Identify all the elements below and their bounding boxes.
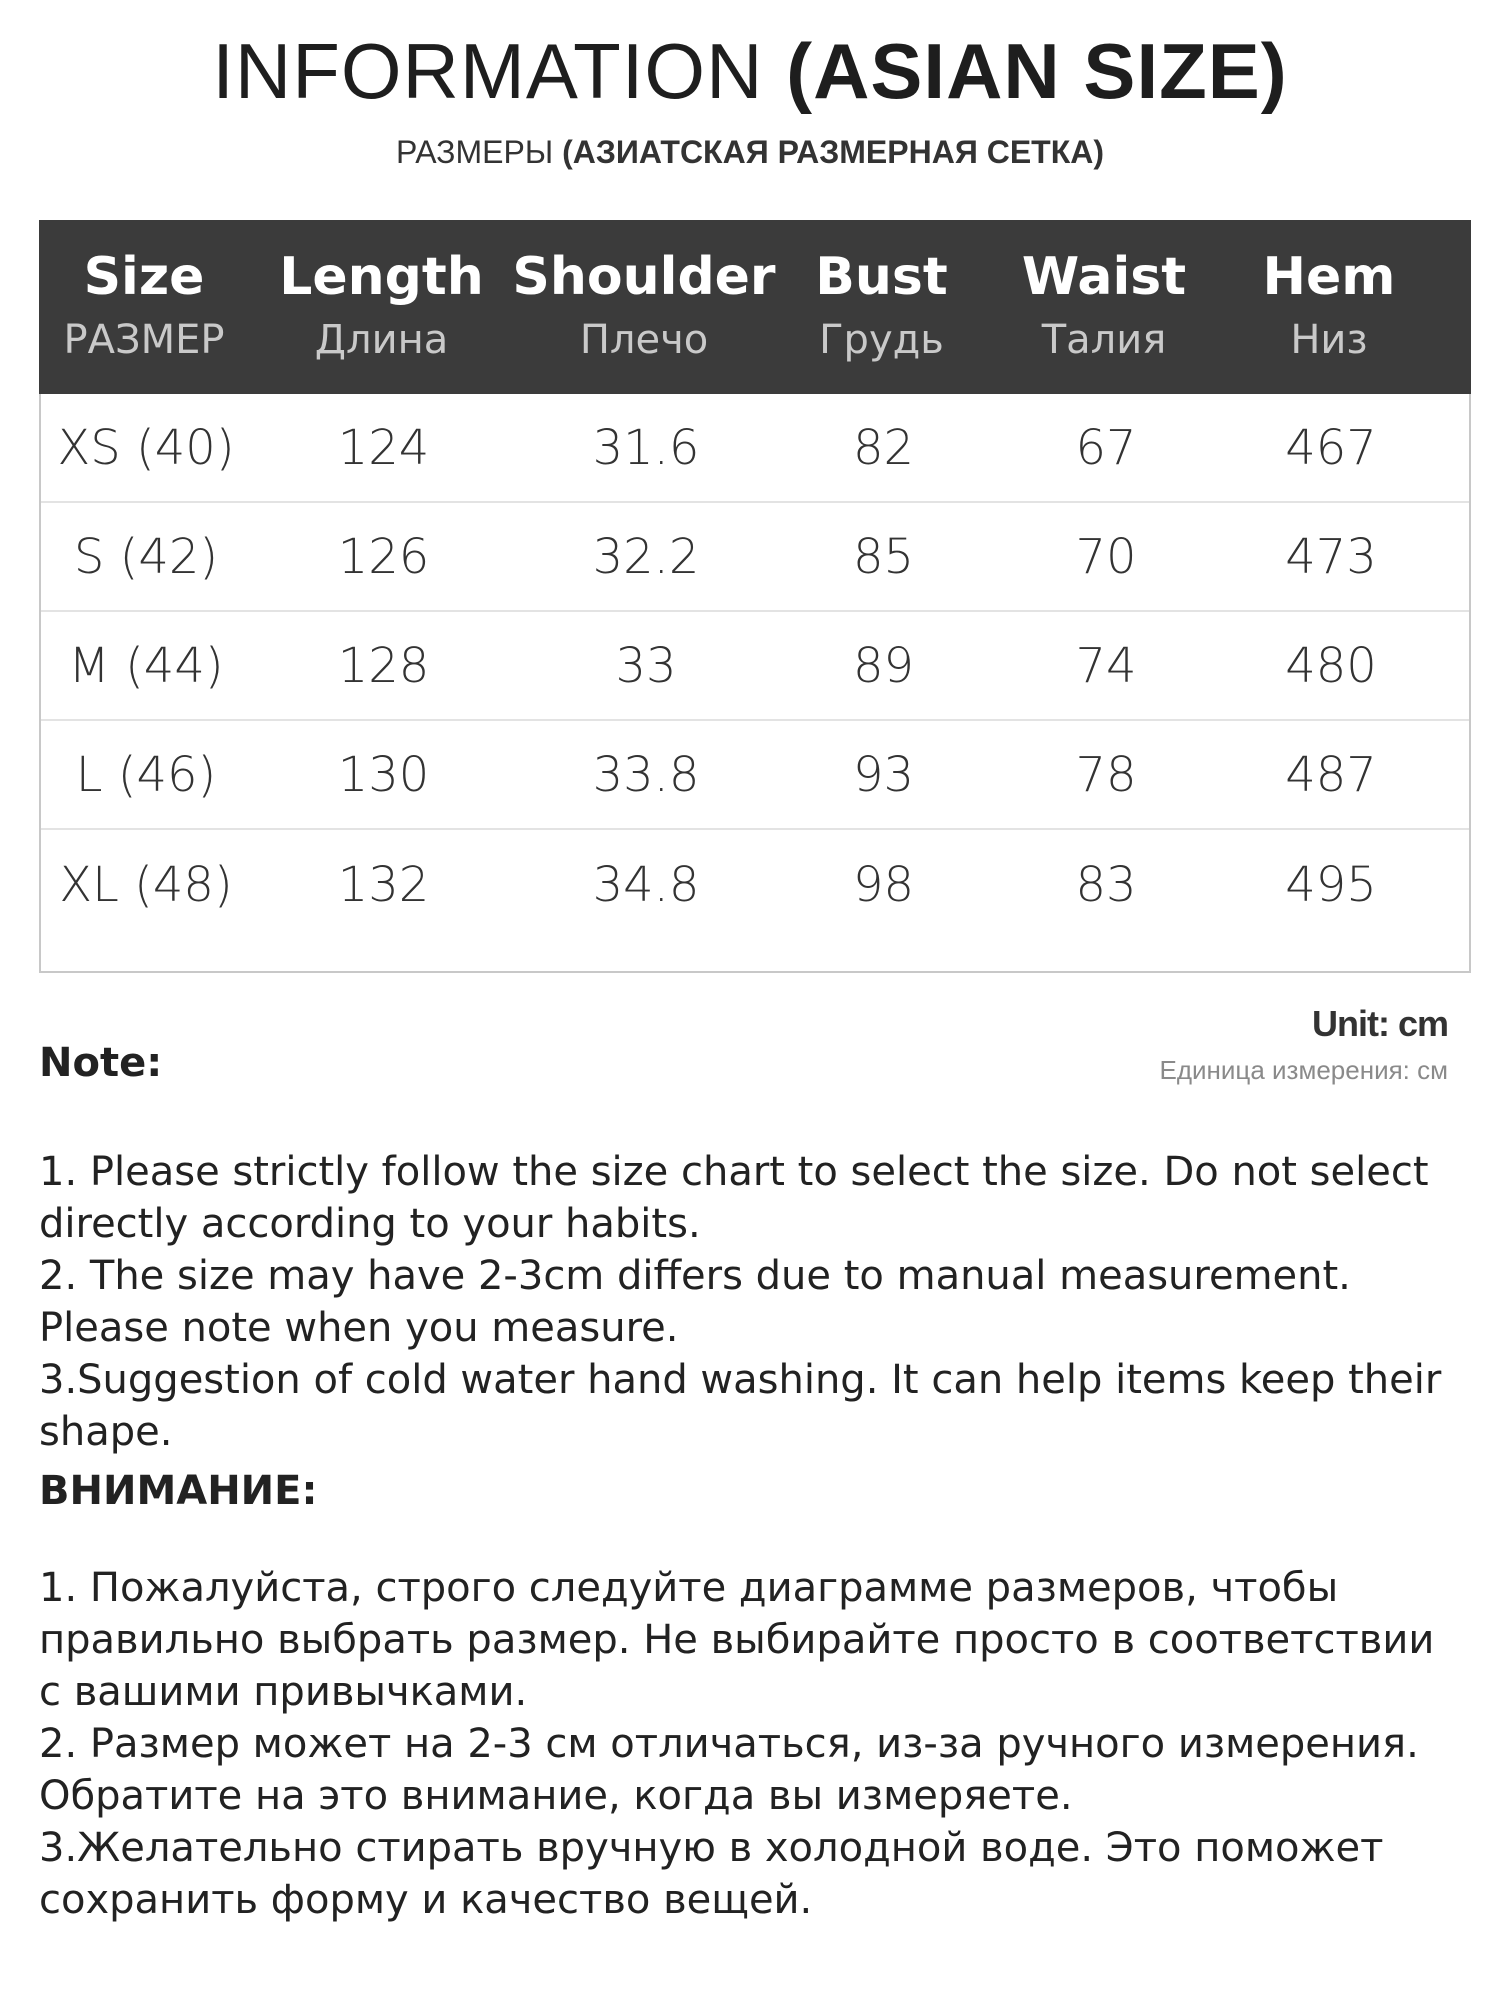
note-line: 3.Suggestion of cold water hand washing. It can help items keep their shape. <box>39 1357 1442 1455</box>
cell-size: L (46) <box>75 746 217 803</box>
note-line: 2. Размер может на 2-3 см отличаться, из-за ручного измерения. Обратите на это внимание, когда вы измеряете. <box>39 1721 1419 1819</box>
cell-shoulder: 33.8 <box>592 746 700 803</box>
column-header-waist <box>989 220 1219 394</box>
unit-label-en: Unit: cm <box>1312 1003 1448 1044</box>
column-label-en: Shoulder <box>512 247 776 308</box>
cell-length: 124 <box>337 419 430 476</box>
cell-bust: 85 <box>852 528 915 585</box>
column-label-ru: Талия <box>1041 316 1167 363</box>
column-label-ru: РАЗМЕР <box>63 316 225 363</box>
cell-length: 132 <box>337 856 430 913</box>
column-header-shoulder <box>514 220 774 394</box>
column-label-en: Hem <box>1262 247 1396 308</box>
cell-waist: 67 <box>1075 419 1137 476</box>
note-heading-en: Note: <box>39 1040 163 1086</box>
unit-label <box>1160 1003 1448 1086</box>
cell-hem: 480 <box>1285 637 1377 694</box>
note-list-ru <box>39 1562 1469 1926</box>
title-main: INFORMATION <box>212 27 764 115</box>
note-line: 3.Желательно стирать вручную в холодной воде. Это поможет сохранить форму и качество вещей. <box>39 1825 1384 1923</box>
table-body <box>41 394 1469 971</box>
cell-waist: 70 <box>1075 528 1137 585</box>
note-heading-ru: ВНИМАНИЕ: <box>39 1468 318 1514</box>
column-header-length <box>249 220 514 394</box>
note-line: 1. Please strictly follow the size chart to select the size. Do not select directly according to your habits. <box>39 1149 1429 1247</box>
cell-waist: 83 <box>1075 856 1137 913</box>
cell-size: XL (48) <box>59 856 233 913</box>
size-chart-table <box>39 220 1471 973</box>
cell-shoulder: 34.8 <box>592 856 700 913</box>
cell-bust: 89 <box>852 637 915 694</box>
table-row <box>41 830 1469 939</box>
table-header <box>39 220 1471 394</box>
note-line: 2. The size may have 2-3cm differs due to manual measurement. Please note when you measure. <box>39 1253 1351 1351</box>
cell-bust: 82 <box>852 419 915 476</box>
table-row <box>41 721 1469 830</box>
column-header-hem <box>1219 220 1439 394</box>
note-line: 1. Пожалуйста, строго следуйте диаграмме размеров, чтобы правильно выбрать размер. Не выбирайте просто в соответствии с вашими привычками. <box>39 1565 1435 1715</box>
cell-shoulder: 32.2 <box>592 528 700 585</box>
column-label-ru: Длина <box>314 316 449 363</box>
cell-shoulder: 31.6 <box>592 419 700 476</box>
cell-waist: 74 <box>1075 637 1137 694</box>
cell-waist: 78 <box>1075 746 1137 803</box>
note-list-en <box>39 1146 1469 1458</box>
subtitle-main: РАЗМЕРЫ <box>395 134 554 170</box>
table-row <box>41 394 1469 503</box>
cell-size: M (44) <box>68 637 224 694</box>
table-row <box>41 612 1469 721</box>
column-header-size <box>39 220 249 394</box>
title-asian-size: (ASIAN SIZE) <box>786 27 1288 115</box>
cell-bust: 93 <box>852 746 915 803</box>
cell-length: 130 <box>337 746 430 803</box>
column-label-en: Size <box>83 247 205 308</box>
column-label-ru: Низ <box>1290 316 1368 363</box>
cell-hem: 467 <box>1285 419 1377 476</box>
table-row <box>41 503 1469 612</box>
column-label-ru: Грудь <box>819 316 944 363</box>
page-subtitle <box>0 136 1500 168</box>
cell-size: S (42) <box>73 528 219 585</box>
cell-bust: 98 <box>852 856 915 913</box>
cell-length: 128 <box>337 637 430 694</box>
column-label-en: Bust <box>815 247 948 308</box>
unit-label-ru: Единица измерения: см <box>1159 1055 1448 1085</box>
column-label-en: Waist <box>1021 247 1187 308</box>
column-label-ru: Плечо <box>579 316 709 363</box>
column-label-en: Length <box>279 247 484 308</box>
cell-shoulder: 33 <box>615 637 677 694</box>
column-header-bust <box>774 220 989 394</box>
cell-hem: 487 <box>1285 746 1377 803</box>
subtitle-asian-size: (АЗИАТСКАЯ РАЗМЕРНАЯ СЕТКА) <box>562 134 1105 170</box>
cell-hem: 495 <box>1285 856 1377 913</box>
page-title <box>0 27 1500 115</box>
cell-length: 126 <box>337 528 430 585</box>
cell-hem: 473 <box>1285 528 1377 585</box>
cell-size: XS (40) <box>57 419 235 476</box>
